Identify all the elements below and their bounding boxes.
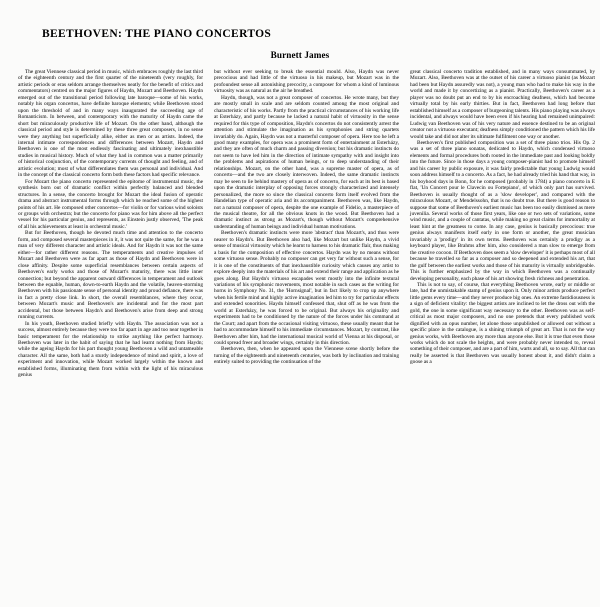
text-column-1 (18, 69, 203, 379)
paragraph: The great Viennese classical period in music, which embraces roughly the last third of the eighteenth century and the first quarter of the nineteenth (very roughly, for artistic periods or eras seldom arrange themselves neatly for the benefit of critics and commentators) centred on the major figures of Haydn, Mozart and Beethoven. Haydn emerged out of the transitional period following late baroque—some of his works, notably his organ concertos, have definite baroque elements; while Beethoven stood upon the threshold of and in many ways inaugurated the succeeding age of Romanticism. In between, and contemporary with the maturity of Haydn came the short but miraculously productive life of Mozart. On the other hand, although the classical period and style is determined by these three great composers, in no sense were they anything but superficially alike, either as men or as artists. Indeed, the internal intimate correspondences and differences between Mozart, Haydn and Beethoven is one of the most endlessly fascinating and ultimately inexhaustible studies in musical history. Much of what they had in common was a matter primarily of historical conjunction, of the contemporary currents of thought and feeling, and of artistic evolution; most of what differentiates them was personal and individual. And in the concept of the classical concerto form both these factors had specific relevance. (18, 69, 203, 179)
paragraph: great classical concerto tradition established, and in many ways consummated, by Mozart. Also, Beethoven was at the outset of his career a virtuoso pianist (as Mozart had been but Haydn assuredly was not), a young man who had to make his way in the world and made it by concertizing as a pianist. Practically, Beethoven's career as a player was no doubt put an end to by his encroaching deafness, which had become virtually total by his early thirties. But in fact, Beethoven had long before that established himself as a composer of burgeoning talents. His piano playing was always incidental, and always would have been even if his hearing had remained unimpaired: Ludwig van Beethoven was of his very nature and essence destined to be an original creator not a virtuoso executant; deafness simply conditioned the pattern which his life would take and did not alter its ultimate fulfilment one way or another. (410, 69, 595, 140)
page-title: BEETHOVEN: THE PIANO CONCERTOS (42, 28, 272, 40)
text-column-2 (214, 69, 399, 366)
paragraph: But for Beethoven, though he devoted much time and attention to the concerto form, and composed several masterpieces in it, it was not quite the same, for he was a man of very different character and artistic ideals. And for Haydn it was not the same either—for rather different reasons. The temperaments and creative impulses of Mozart and Beethoven were as far apart as those of Haydn and Beethoven were in close affinity. Despite some superficial resemblances between certain aspects of Beethoven's early works and those of Mozart's maturity, there was little inner connection; but beyond the apparent outward differences in temperament and outlook between the equable, human, down-to-earth Haydn and the volatile, heaven-storming Beethoven with his passionate sense of personal identity and proud defiance, there was in fact a pretty close link. In short, the overall resemblances, where they occur, between Mozart's music and Beethoven's are incidental and for the most part accidental, but those between Haydn's and Beethoven's arise from deep and strong running currents. (18, 230, 203, 321)
text-columns (18, 69, 595, 379)
paragraph: For Mozart the piano concerto represented the epitome of instrumental music, the synthesis born out of dramatic conflict within perfectly balanced and blended structures. In a sense, the concerto brought for Mozart the ideal fusion of operatic drama and abstract instrumental forms through which he reached some of the highest points of his art. He composed other concertos—for violin or for various wind soloists or groups with orchestra; but the concerto for piano was for him above all the perfect vessel for his particular genius, and represents, as Einstein justly observed, 'The peak of all his achievements at least in orchestral music.' (18, 178, 203, 230)
paragraph: In his youth, Beethoven studied briefly with Haydn. The association was not a success, almost entirely because they were too far apart in age and too near together in basic temperament for the relationship to strike anything like perfect harmony. Beethoven was later in the habit of saying that he had learnt nothing from Haydn; while the ageing Haydn for his part thought young Beethoven a wild and untameable character. All the same, both had a sturdy independence of mind and spirit, a love of experiment and innovation, while Mozart worked largely within the known and established forms, illuminating them from within with the light of his miraculous genius (18, 320, 203, 379)
paragraph: Beethoven's dramatic instincts were more 'abstract' than Mozart's, and thus were nearer to Haydn's. But Beethoven also had, like Mozart but unlike Haydn, a vivid sense of musical virtuosity which he learnt to harness to his dramatic flair, thus making a basis for the composition of effective concertos. Haydn was by no means without some virtuoso sense. Probably no composer can get very far without such a sense, for it is one of the constituents of that inexhaustible curiosity which causes any artist to explore deeply into the materials of his art and extend their range and application as he goes along. But Haydn's virtuoso escapades went mostly into the infinite textural variations of his symphonic movements, most notable in such cases as the writing for horns in Symphony No. 31, the 'Hornsignal', but in fact likely to crop up anywhere when his fertile mind and highly active imagination led him to try for particular effects and extended sonorities. Haydn himself confessed that, shut off as he was from the world at Esterházy, he was forced to be original. But always his originality and experiments had to be conditioned by the nature of the forces under his command at the Court; and apart from the occasional visiting virtuoso, these usually meant that he had to accommodate himself to his immediate circumstances. Mozart, by contrast, like Beethoven after him, had the international musical world of Vienna at his disposal, or could spread freer and broader wings, certainly in this direction. (214, 230, 399, 347)
paragraph: Haydn, though, was not a great composer of concertos. He wrote many, but they are mostly small in scale and are seldom counted among the most original and characteristic of his works. Partly from the practical circumstances of his working life at Esterházy, and partly because he lacked a natural habit of virtuosity in the sense required for this type of composition, Haydn's concertos do not consistently arrest the attention and stimulate the imagination as his symphonies and string quartets invariably do. Again, Haydn was not a masterful composer of opera. Here too he left a good many examples, for opera was a prominent form of entertainment at Esterházy, and they are often of much charm and passing diversion; but his dramatic instincts do not seem to have led him in the direction of intimate sympathy with and insight into the problems and aspirations of human beings, or to deep understanding of their relationships. Mozart, on the other hand, was a supreme master of opera, as of concerto—and the two are closely interwoven. Indeed, the same dramatic instincts may be seen to lie behind mastery of opera as of concerto, for each at its best is based upon the dramatic interplay of opposing forces strongly characterized and intensely personalized, the more so since the classical concerto form itself evolved from the Handelian type of operatic aria and its accompaniment. Beethoven was, like Haydn, not a natural composer of opera, despite the one example of Fidelio, a masterpiece of the musical theatre, for all the obvious knots in the wood. But Beethoven had a dramatic instinct as strong as Mozart's, though without Mozart's comprehensive understanding of human beings and individual human motivations. (214, 94, 399, 230)
author-byline: Burnett James (270, 50, 330, 60)
paragraph: but without ever seeking to break the essential mould. Also, Haydn was never precocious and had little of the virtuoso in his makeup, but Mozart was in the profoundest sense all astonishing precocity, a composer for whom a kind of luminous virtuosity was as natural as the air he breathed. (214, 69, 399, 95)
paragraph: Beethoven's first published composition was a set of three piano trios. His Op. 2 was a set of three piano sonatas, dedicated to Haydn, which condensed virtuoso elements and formal procedures both rooted in the immediate past and looking boldly into the future. Since in those days a young composer-pianist had to promote himself and his career by public exposure, it was fairly predictable that young Ludwig would soon address himself to a concerto. As a fact, he had already tried his hand that way, in his boyhood days in Bonn, for he composed (probably in 1784) a piano concerto in E flat, 'Un Concert pour le Clavecin ou Fortepiano', of which only part has survived. Beethoven is usually thought of as a 'slow developer', and compared with the miraculous Mozart, or Mendelssohn, that is no doubt true. But there is good reason to suppose that some of Beethoven's earliest music has been too easily dismissed as mere juvenilia. Several works of those first years, like one or two sets of variations, some wind music, and a couple of cantatas, while making no great claims for immortality at least hint at the greatness to come. In any case, genius is basically precocious: true genius always manifests itself early in one form or another, the great musician invariably a 'prodigy' in its own terms. Beethoven was certainly a prodigy as a keyboard player, like Brahms after him, also considered a man slow to emerge from the creative cocoon. If Beethoven does seem a 'slow developer' it is perhaps most of all because he travelled so far as a composer and so deepened and extended his art, that the gulf between the earliest works and those of his maturity is virtually unbridgeable. This is further emphasized by the way in which Beethoven was a continually developing personality, each phase of his art showing fresh richness and penetration. (410, 139, 595, 282)
paragraph: Beethoven, then, when he appeared upon the Viennese scene shortly before the turning of the eighteenth and nineteenth centuries, was both by inclination and training entirely suited to providing the continuation of the (214, 346, 399, 366)
text-column-3 (410, 69, 595, 366)
paragraph: This is not to say, of course, that everything Beethoven wrote, early or middle or late, had the unmistakable stamp of genius upon it. Only minor artists produce perfect little gems every time—and they never produce big ones. An extreme fastidiousness is a sign of deficient vitality: the biggest artists are inclined to let the dross out with the gold, the one in some significant way necessary to the other. Beethoven was as self-critical as most major composers, and no one pretends that every published work dignified with an opus number, let alone those unpublished or allowed out without a specific place in the catalogue, is a shining triumph of great art. That is not the way genius works, with Beethoven any more than anyone else. But it is true that even those works which do not scale the heights, and were probably never intended to, reveal something of their composer, and are a part of him, warts and all, so to say. All that can really be asserted is that Beethoven was usually honest about it, and didn't claim a goose as a (410, 281, 595, 366)
